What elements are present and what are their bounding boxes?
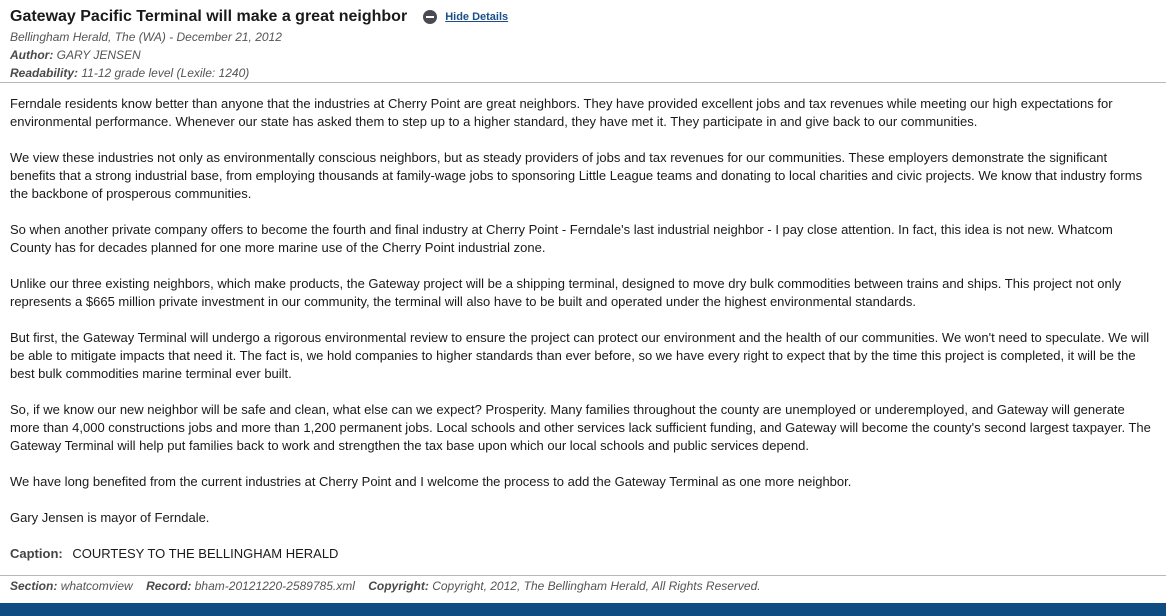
article-title: Gateway Pacific Terminal will make a great neighbor xyxy=(10,8,408,25)
paragraph: So, if we know our new neighbor will be safe and clean, what else can we expect? Prosperity. Many families throughout the county are unemployed or underemployed, and Gateway will generate more than 4,000 constructions jobs and more than 1,200 permanent jobs. Local schools and other services lack sufficient funding, and Gateway will become the county's second largest taxpayer. The Gateway Terminal will help put families back to work and strengthen the tax base upon which our local schools and public services depend. xyxy=(10,402,1151,453)
paragraph: Unlike our three existing neighbors, which make products, the Gateway project will be a shipping terminal, designed to move dry bulk commodities between trains and ships. This project not only represents a $665 million private investment in our community, the terminal will also have to be built and operated under the highest environmental standards. xyxy=(10,276,1122,309)
caption-label: Caption: xyxy=(10,546,63,561)
record-label: Record: xyxy=(146,579,192,593)
author-name: GARY JENSEN xyxy=(56,48,141,62)
paragraph: Ferndale residents know better than anyone that the industries at Cherry Point are great neighbors. They have provided excellent jobs and tax revenues while meeting our high expectations for environmental performance. Whenever our state has asked them to step up to a higher standard, they have met it. They participate in and give back to our communities. xyxy=(10,96,1113,129)
paragraph: We have long benefited from the current industries at Cherry Point and I welcome the process to add the Gateway Terminal as one more neighbor. xyxy=(10,474,852,489)
readability-line xyxy=(10,64,1156,82)
source-line: Bellingham Herald, The (WA) - December 21, 2012 xyxy=(10,30,282,44)
paragraph: Gary Jensen is mayor of Ferndale. xyxy=(10,510,210,525)
readability-value: 11-12 grade level (Lexile: 1240) xyxy=(81,66,250,80)
article-footer xyxy=(0,576,1166,594)
section-value: whatcomview xyxy=(60,579,133,593)
title-row xyxy=(10,6,1156,28)
article-body xyxy=(0,83,1166,563)
author-label: Author: xyxy=(10,48,54,62)
copyright-value: Copyright, 2012, The Bellingham Herald, All Rights Reserved. xyxy=(432,579,761,593)
minus-circle-icon[interactable] xyxy=(423,10,437,24)
hide-details-link[interactable]: Hide Details xyxy=(445,11,509,23)
author-line xyxy=(10,46,1156,64)
bottom-bar xyxy=(0,603,1166,616)
paragraph: We view these industries not only as environmentally conscious neighbors, but as steady providers of jobs and tax revenues for our communities. These employers demonstrate the significant benefits that a strong industrial base, from employing thousands at family-wage jobs to sponsoring Little League teams and donating to local charities and civic projects. We know that industry forms the backbone of prosperous communities. xyxy=(10,150,1143,201)
readability-label: Readability: xyxy=(10,66,79,80)
article-header xyxy=(0,0,1166,82)
record-value: bham-20121220-2589785.xml xyxy=(194,579,355,593)
caption xyxy=(10,545,1156,563)
hide-details-toggle[interactable] xyxy=(423,10,508,24)
caption-text: COURTESY TO THE BELLINGHAM HERALD xyxy=(72,546,339,561)
paragraph: So when another private company offers to become the fourth and final industry at Cherry Point - Ferndale's last industrial neighbor - I pay close attention. In fact, this idea is not new. Whatcom County has for decades planned for one more marine use of the Cherry Point industrial zone. xyxy=(10,222,1113,255)
copyright-label: Copyright: xyxy=(368,579,429,593)
paragraph: But first, the Gateway Terminal will undergo a rigorous environmental review to ensure the project can protect our environment and the health of our communities. We won't need to speculate. We will be able to mitigate impacts that need it. The fact is, we hold companies to higher standards than ever before, so we have every right to expect that by the time this project is completed, it will be the best bulk commodities marine terminal ever built. xyxy=(10,330,1150,381)
section-label: Section: xyxy=(10,579,58,593)
